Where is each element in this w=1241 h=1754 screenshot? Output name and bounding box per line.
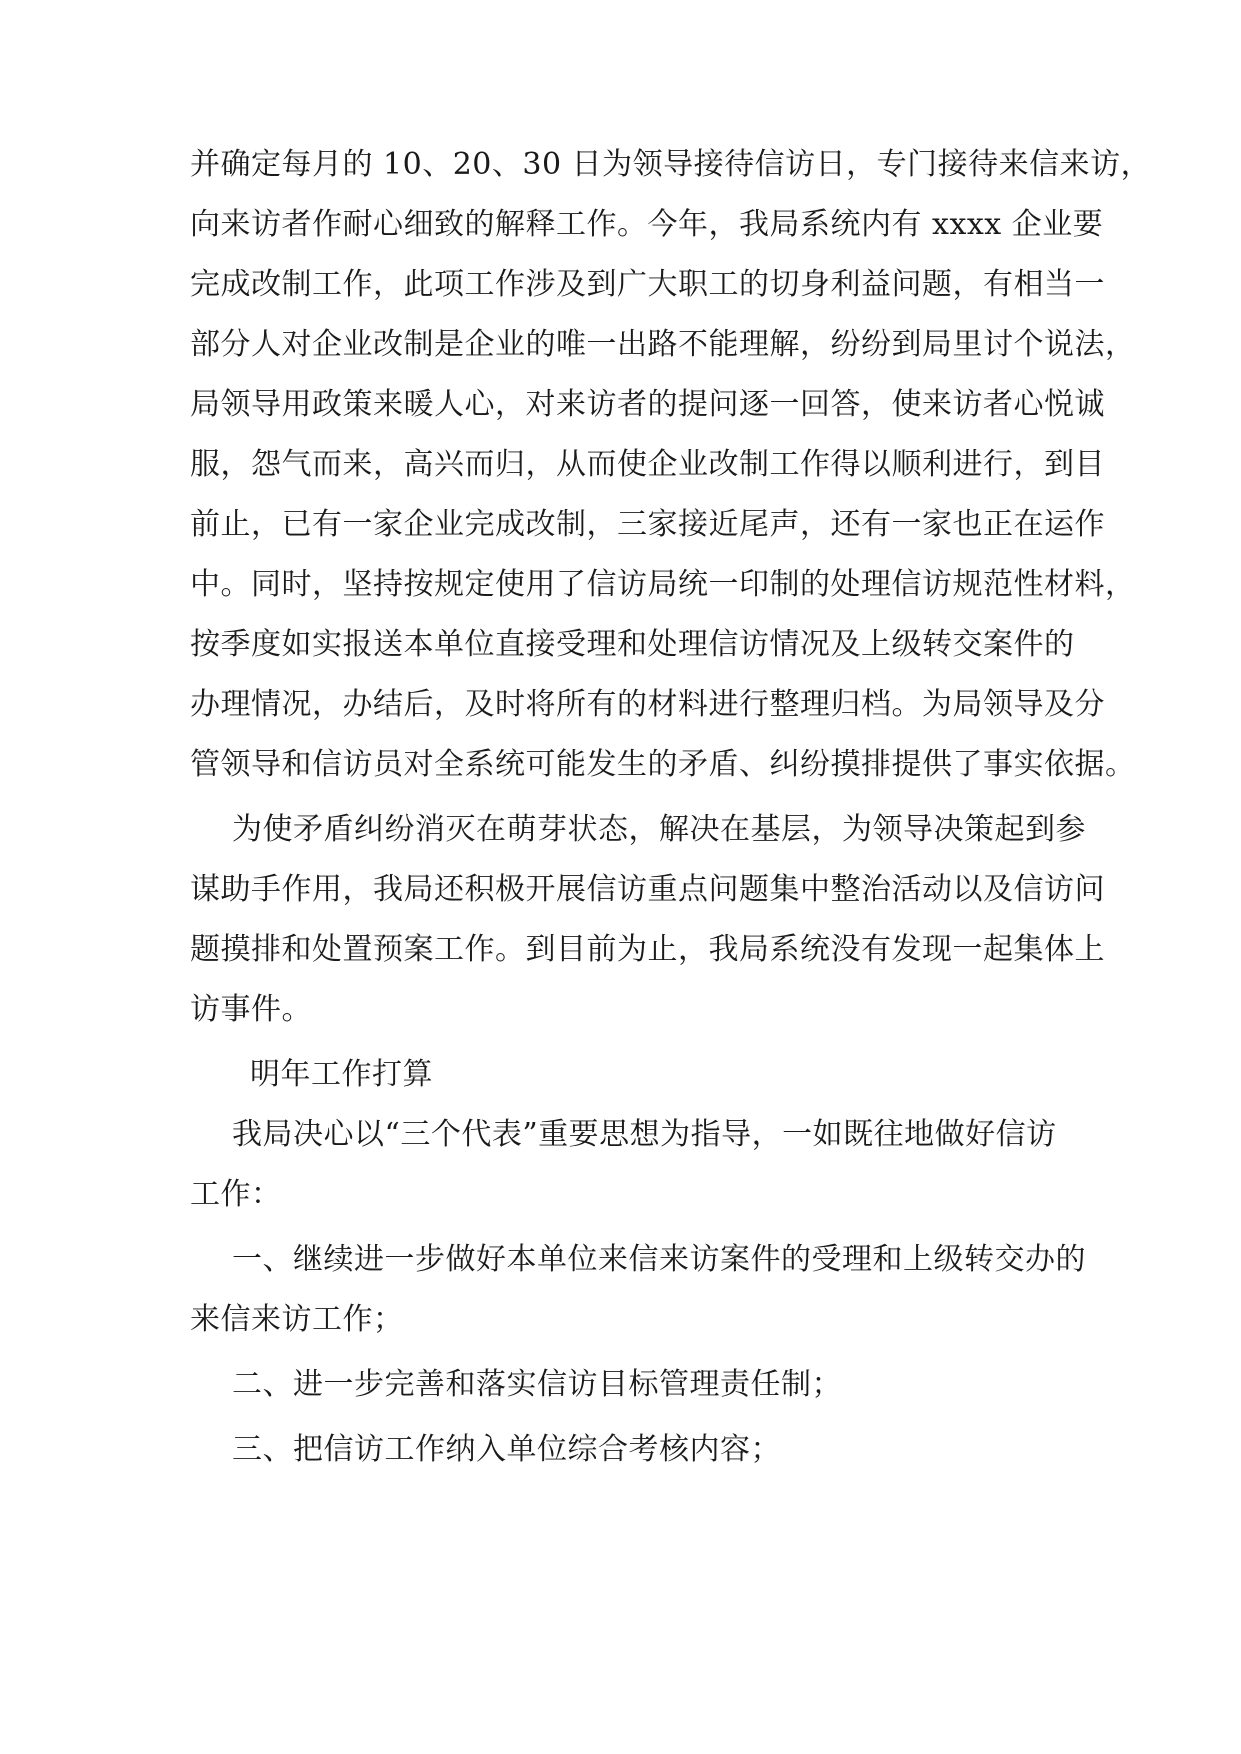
- list-item-line: 三、把信访工作纳入单位综合考核内容；: [232, 1432, 781, 1467]
- text-line: 谋助手作用，我局还积极开展信访重点问题集中整治活动以及信访问: [190, 872, 1105, 907]
- list-item-line: 二、进一步完善和落实信访目标管理责任制；: [232, 1367, 842, 1402]
- text-line: 向来访者作耐心细致的解释工作。今年，我局系统内有 xxxx 企业要: [190, 207, 1104, 242]
- list-item-line: 一、继续进一步做好本单位来信来访案件的受理和上级转交办的: [232, 1242, 1086, 1277]
- paragraph-start-line: 为使矛盾纠纷消灭在萌芽状态，解决在基层，为领导决策起到参: [232, 812, 1086, 847]
- text-line: 工作：: [190, 1177, 282, 1212]
- text-line: 题摸排和处置预案工作。到目前为止，我局系统没有发现一起集体上: [190, 932, 1105, 967]
- text-line: 完成改制工作，此项工作涉及到广大职工的切身利益问题，有相当一: [190, 267, 1105, 302]
- text-line: 管领导和信访员对全系统可能发生的矛盾、纠纷摸排提供了事实依据。: [190, 747, 1136, 782]
- text-line: 服，怨气而来，高兴而归，从而使企业改制工作得以顺利进行，到目: [190, 447, 1105, 482]
- text-line: 访事件。: [190, 992, 312, 1027]
- text-line: 办理情况，办结后，及时将所有的材料进行整理归档。为局领导及分: [190, 687, 1105, 722]
- text-line: 局领导用政策来暖人心，对来访者的提问逐一回答，使来访者心悦诚: [190, 387, 1105, 422]
- text-line: 部分人对企业改制是企业的唯一出路不能理解，纷纷到局里讨个说法，: [190, 327, 1136, 362]
- text-line: 按季度如实报送本单位直接受理和处理信访情况及上级转交案件的: [190, 627, 1075, 662]
- text-line: 中。同时，坚持按规定使用了信访局统一印制的处理信访规范性材料，: [190, 567, 1136, 602]
- text-line: 并确定每月的 10、20、30 日为领导接待信访日，专门接待来信来访，: [190, 147, 1152, 182]
- paragraph-start-line: 我局决心以“三个代表”重要思想为指导，一如既往地做好信访: [232, 1117, 1057, 1152]
- section-heading: 明年工作打算: [250, 1057, 433, 1092]
- text-line: 前止，已有一家企业完成改制，三家接近尾声，还有一家也正在运作: [190, 507, 1105, 542]
- text-line: 来信来访工作；: [190, 1302, 404, 1337]
